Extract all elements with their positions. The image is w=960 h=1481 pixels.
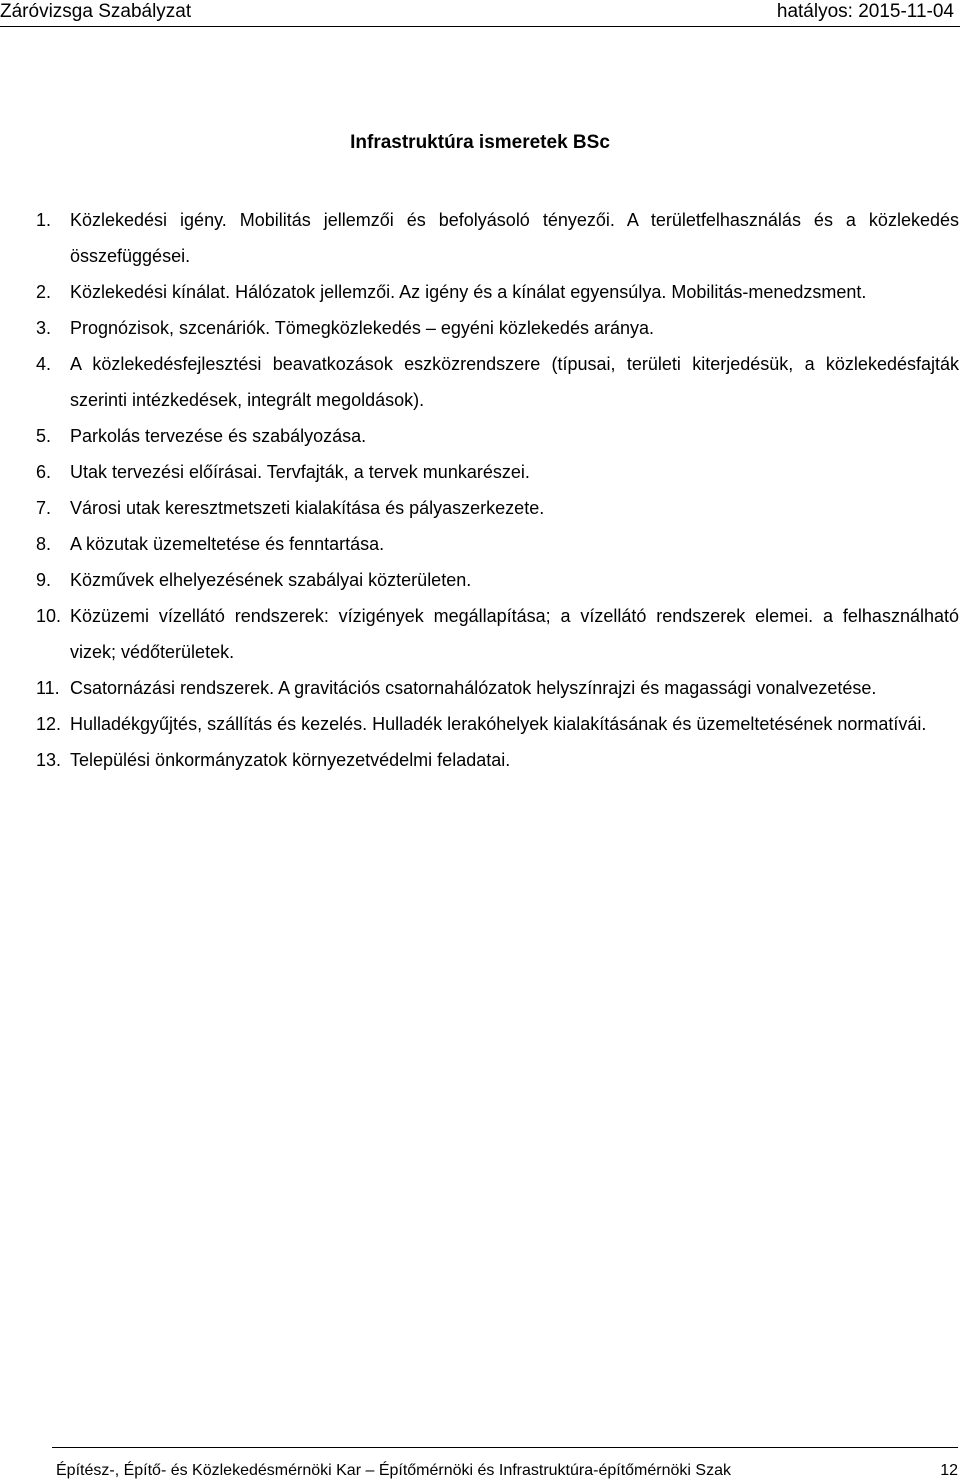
item-number: 11.: [36, 678, 60, 698]
page-header: [0, 0, 960, 27]
item-text: Közlekedési igény. Mobilitás jellemzői és befolyásoló tényezői. A területfelhasználás és a közlekedés összefüggései.: [70, 210, 959, 266]
item-number: 3.: [36, 318, 52, 338]
item-text: A közutak üzemeltetése és fenntartása.: [70, 534, 385, 554]
item-number: 10.: [36, 606, 62, 626]
faculty-program: Építész-, Építő- és Közlekedésmérnöki Kar – Építőmérnöki és Infrastruktúra-építőmérnöki Szak: [56, 1462, 731, 1479]
item-number: 9.: [36, 570, 52, 590]
section-title: Infrastruktúra ismeretek BSc: [350, 132, 610, 153]
item-text: Közművek elhelyezésének szabályai közterületen.: [70, 570, 472, 590]
item-text: Prognózisok, szcenáriók. Tömegközlekedés – egyéni közlekedés aránya.: [70, 318, 654, 338]
item-number: 5.: [36, 426, 52, 446]
item-number: 8.: [36, 534, 52, 554]
list-item: [36, 706, 959, 742]
list-item: [36, 346, 959, 418]
item-text: Parkolás tervezése és szabályozása.: [70, 426, 367, 446]
item-number: 12.: [36, 714, 62, 734]
list-item: [36, 310, 959, 346]
list-item: [36, 526, 959, 562]
page-number: 12: [940, 1462, 958, 1479]
page-footer: [52, 1447, 958, 1478]
list-item: [36, 670, 959, 706]
item-text: Csatornázási rendszerek. A gravitációs csatornahálózatok helyszínrajzi és magassági vonalvezetése.: [70, 678, 877, 698]
document-title: Záróvizsga Szabályzat: [0, 1, 192, 22]
topic-list: [36, 202, 959, 778]
item-text: Közüzemi vízellátó rendszerek: vízigények megállapítása; a vízellátó rendszerek elemei. a felhasználható vizek; védőterületek.: [70, 606, 959, 662]
item-text: Hulladékgyűjtés, szállítás és kezelés. Hulladék lerakóhelyek kialakításának és üzemeltetésének normatívái.: [70, 714, 927, 734]
item-number: 1.: [36, 210, 52, 230]
item-text: Utak tervezési előírásai. Tervfajták, a tervek munkarészei.: [70, 462, 530, 482]
list-item: [36, 562, 959, 598]
list-item: [36, 490, 959, 526]
list-item: [36, 202, 959, 274]
list-item: [36, 742, 959, 778]
list-item: [36, 274, 959, 310]
item-text: A közlekedésfejlesztési beavatkozások eszközrendszere (típusai, területi kiterjedésük, a közlekedésfajták szerinti intézkedések, integrált megoldások).: [70, 354, 959, 410]
item-number: 6.: [36, 462, 52, 482]
item-number: 2.: [36, 282, 52, 302]
item-text: Települési önkormányzatok környezetvédelmi feladatai.: [70, 750, 511, 770]
item-text: Közlekedési kínálat. Hálózatok jellemzői. Az igény és a kínálat egyensúlya. Mobilitás-menedzsment.: [70, 282, 867, 302]
item-text: Városi utak keresztmetszeti kialakítása és pályaszerkezete.: [70, 498, 545, 518]
item-number: 13.: [36, 750, 62, 770]
item-number: 7.: [36, 498, 52, 518]
list-item: [36, 598, 959, 670]
item-number: 4.: [36, 354, 52, 374]
effective-date: hatályos: 2015-11-04: [776, 1, 954, 22]
list-item: [36, 454, 959, 490]
list-item: [36, 418, 959, 454]
